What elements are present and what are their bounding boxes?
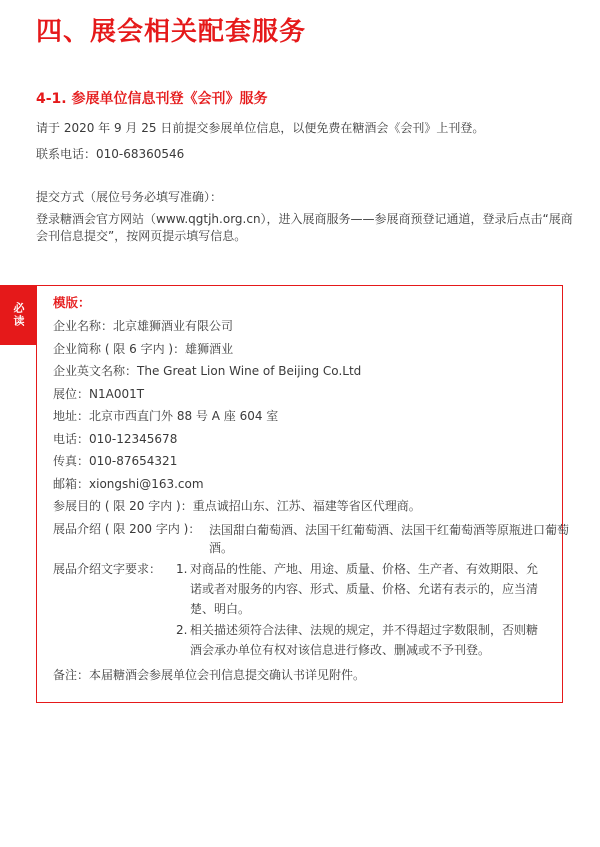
submit-heading: 提交方式（展位号务必填写准确）： xyxy=(36,190,223,204)
field-label: 邮箱： xyxy=(53,477,90,491)
field-fax xyxy=(53,453,177,470)
field-address xyxy=(53,408,278,425)
section-title: 4-1. 参展单位信息刊登《会刊》服务 xyxy=(36,91,268,107)
requirement-text: 相关描述须符合法律、法规的规定，并不得超过字数限制，否则糖酒会承办单位有权对该信息进行修改、删减或不予刊登。 xyxy=(190,623,539,657)
field-label: 企业英文名称： xyxy=(53,364,138,378)
field-label: 参展目的 ( 限 20 字内 )： xyxy=(53,499,193,513)
field-email xyxy=(53,476,204,493)
field-booth xyxy=(53,386,144,403)
field-purpose xyxy=(53,498,421,515)
template-heading: 模版： xyxy=(53,295,91,310)
must-read-tab xyxy=(0,285,36,345)
requirement-number: 1. xyxy=(176,562,188,576)
submit-instructions: 登录糖酒会官方网站（www.qgtjh.org.cn），进入展商服务——参展商预登记通道，登录后点击“展商会刊信息提交”，按网页提示填写信息。 xyxy=(36,212,573,243)
field-label: 电话： xyxy=(53,432,90,446)
field-value: 重点诚招山东、江苏、福建等省区代理商。 xyxy=(192,499,421,513)
requirement-item xyxy=(176,620,545,660)
field-label: 传真： xyxy=(53,454,90,468)
field-value: 010-12345678 xyxy=(89,432,178,446)
field-value: 010-87654321 xyxy=(89,454,178,468)
requirement-number: 2. xyxy=(176,623,188,637)
field-products-label-wrap xyxy=(53,521,200,538)
field-value: 雄狮酒业 xyxy=(185,342,234,356)
field-value: 北京雄狮酒业有限公司 xyxy=(113,319,234,333)
field-value: The Great Lion Wine of Beijing Co.Ltd xyxy=(137,364,362,378)
field-value: 北京市西直门外 88 号 A 座 604 室 xyxy=(89,409,279,423)
contact-phone: 联系电话：010-68360546 xyxy=(36,147,185,161)
must-read-label: 必读 xyxy=(12,302,25,328)
field-company-name xyxy=(53,318,233,335)
field-english-name xyxy=(53,363,361,380)
intro-text: 请于 2020 年 9 月 25 日前提交参展单位信息，以便免费在糖酒会《会刊》上刊登。 xyxy=(36,121,485,135)
field-label: 地址： xyxy=(53,409,90,423)
requirement-item xyxy=(176,559,545,619)
requirement-text: 对商品的性能、产地、用途、质量、价格、生产者、有效期限、允诺或者对服务的内容、形式、质量、价格、允诺有表示的，应当清楚、明白。 xyxy=(190,562,539,616)
field-products-value: 法国甜白葡萄酒、法国干红葡萄酒、法国干红葡萄酒等原瓶进口葡萄酒。 xyxy=(209,523,570,555)
field-value: N1A001T xyxy=(89,387,145,401)
field-tel xyxy=(53,431,177,448)
field-label: 企业简称 ( 限 6 字内 )： xyxy=(53,342,186,356)
field-label: 展位： xyxy=(53,387,90,401)
field-value: xiongshi@163.com xyxy=(89,477,204,491)
requirements-label: 展品介绍文字要求： xyxy=(53,562,162,576)
field-short-name xyxy=(53,341,233,358)
page-title: 四、展会相关配套服务 xyxy=(36,17,307,47)
field-label: 展品介绍 ( 限 200 字内 )： xyxy=(53,522,201,536)
note-text: 备注：本届糖酒会参展单位会刊信息提交确认书详见附件。 xyxy=(53,668,366,682)
field-label: 企业名称： xyxy=(53,319,114,333)
